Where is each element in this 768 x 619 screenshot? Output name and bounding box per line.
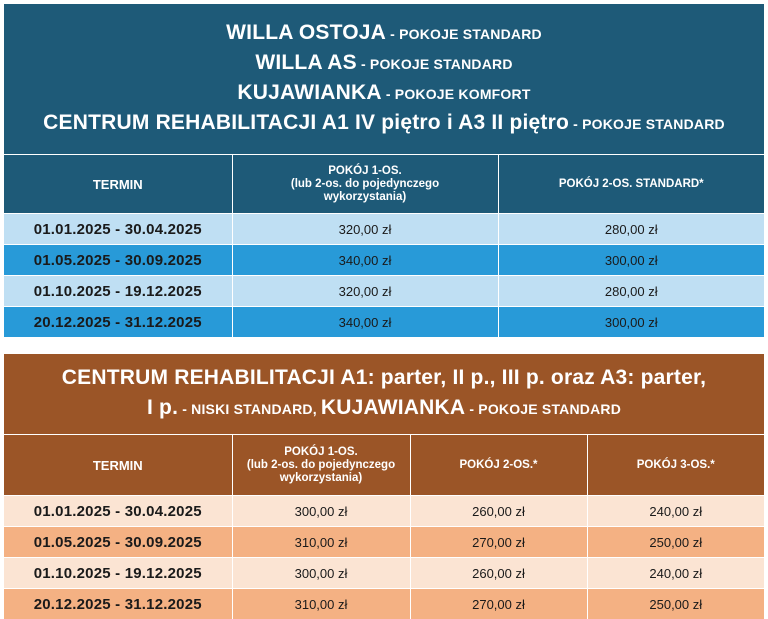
column-header-single-room: POKÓJ 1-OS. (lub 2-os. do pojedynczego wykorzystania) xyxy=(232,155,498,214)
column-header-double-room: POKÓJ 2-OS.* xyxy=(410,435,587,496)
title-line: WILLA OSTOJA - POKOJE STANDARD xyxy=(4,19,764,49)
price-cell: 270,00 zł xyxy=(410,589,587,619)
column-header-term: TERMIN xyxy=(4,435,232,496)
title-line: WILLA AS - POKOJE STANDARD xyxy=(4,49,764,79)
price-cell: 270,00 zł xyxy=(410,527,587,558)
price-cell: 240,00 zł xyxy=(587,558,764,589)
price-cell: 260,00 zł xyxy=(410,496,587,527)
header-row xyxy=(4,435,764,496)
column-header-single-room: POKÓJ 1-OS. (lub 2-os. do pojedynczego wykorzystania) xyxy=(232,435,410,496)
term-cell: 20.12.2025 - 31.12.2025 xyxy=(4,307,232,338)
term-cell: 01.05.2025 - 30.09.2025 xyxy=(4,527,232,558)
price-table-standard xyxy=(4,4,764,337)
title-line: CENTRUM REHABILITACJI A1 IV piętro i A3 II piętro - POKOJE STANDARD xyxy=(4,109,764,139)
term-cell: 01.01.2025 - 30.04.2025 xyxy=(4,214,232,245)
price-table-low-standard xyxy=(4,354,764,619)
table-row xyxy=(4,245,764,276)
table-title xyxy=(4,4,764,155)
price-cell: 250,00 zł xyxy=(587,589,764,619)
price-cell: 300,00 zł xyxy=(232,496,410,527)
price-cell: 260,00 zł xyxy=(410,558,587,589)
price-cell: 340,00 zł xyxy=(232,307,498,338)
term-cell: 20.12.2025 - 31.12.2025 xyxy=(4,589,232,619)
table-title xyxy=(4,354,764,435)
term-cell: 01.10.2025 - 19.12.2025 xyxy=(4,276,232,307)
price-cell: 310,00 zł xyxy=(232,527,410,558)
price-cell: 300,00 zł xyxy=(498,245,764,276)
title-line: I p. - NISKI STANDARD, KUJAWIANKA - POKOJE STANDARD xyxy=(4,394,764,424)
table-row xyxy=(4,589,764,619)
price-cell: 340,00 zł xyxy=(232,245,498,276)
term-cell: 01.01.2025 - 30.04.2025 xyxy=(4,496,232,527)
table-row xyxy=(4,276,764,307)
table-row xyxy=(4,214,764,245)
term-cell: 01.10.2025 - 19.12.2025 xyxy=(4,558,232,589)
term-cell: 01.05.2025 - 30.09.2025 xyxy=(4,245,232,276)
table-row xyxy=(4,527,764,558)
header-row xyxy=(4,155,764,214)
table-row xyxy=(4,558,764,589)
price-cell: 320,00 zł xyxy=(232,276,498,307)
table-row xyxy=(4,307,764,338)
price-cell: 250,00 zł xyxy=(587,527,764,558)
price-cell: 320,00 zł xyxy=(232,214,498,245)
price-cell: 300,00 zł xyxy=(498,307,764,338)
title-line: CENTRUM REHABILITACJI A1: parter, II p., III p. oraz A3: parter, xyxy=(4,364,764,394)
column-header-double-room: POKÓJ 2-OS. STANDARD* xyxy=(498,155,764,214)
title-line: KUJAWIANKA - POKOJE KOMFORT xyxy=(4,79,764,109)
price-cell: 300,00 zł xyxy=(232,558,410,589)
column-header-triple-room: POKÓJ 3-OS.* xyxy=(587,435,764,496)
price-cell: 280,00 zł xyxy=(498,214,764,245)
price-cell: 310,00 zł xyxy=(232,589,410,619)
table-row xyxy=(4,496,764,527)
price-cell: 240,00 zł xyxy=(587,496,764,527)
column-header-term: TERMIN xyxy=(4,155,232,214)
price-cell: 280,00 zł xyxy=(498,276,764,307)
